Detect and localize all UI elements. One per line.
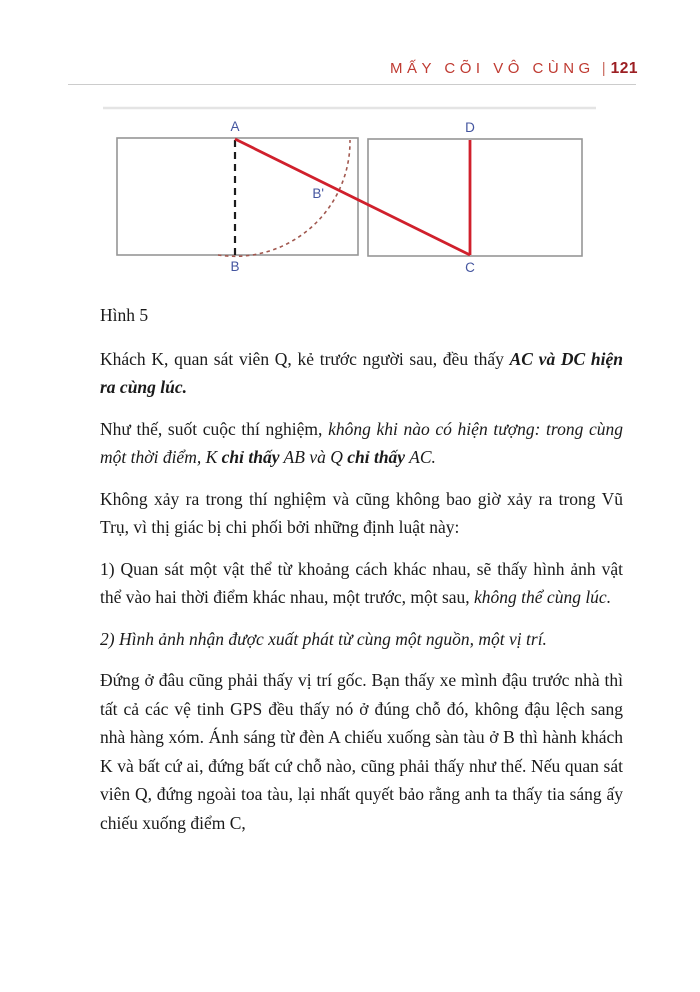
light-ray-AC [235,139,470,255]
text-column [100,301,623,837]
text-run: 1) Quan sát một vật thể từ khoảng cách khác nhau, sẽ thấy hình ảnh vật thể vào hai thời điểm khác nhau, một trước, một sau, [100,558,623,607]
page-number: 121 [610,60,638,77]
paragraph-2 [100,415,623,472]
text-run-italic: AC. [405,447,436,467]
light-ray-diagram [100,100,612,292]
paragraph-4-law-1 [100,555,623,612]
paragraph-3 [100,485,623,542]
train-car-right-box [368,139,582,256]
running-title: MẤY CÕI VÔ CÙNG [389,60,595,77]
text-run-italic: AB và Q [279,447,348,467]
text-run-bold-italic: chỉ thấy [347,447,406,467]
arc-B-trajectory [218,140,350,256]
header-rule [68,84,636,85]
figure-caption: Hình 5 [100,305,149,325]
paragraph-1 [100,345,623,402]
text-run: Không xảy ra trong thí nghiệm và cũng không bao giờ xảy ra trong Vũ Trụ, vì thị giác bị chi phối bởi những định luật này: [100,488,623,537]
label-B: B [230,259,240,274]
text-run-italic: không thể cùng lúc. [474,587,612,607]
figure-5-diagram [100,100,612,292]
label-C: C [465,260,475,275]
header-separator: | [601,60,606,77]
page-header [68,60,638,78]
text-run: Khách K, quan sát viên Q, kẻ trước người sau, đều thấy [100,348,510,369]
paragraph-6 [100,666,623,837]
text-run: Như thế, suốt cuộc thí nghiệm, [100,418,329,439]
text-run-bold-italic: AC và DC hiện ra cùng lúc. [100,348,623,397]
text-run-bold-italic: chỉ thấy [221,447,280,467]
label-A: A [230,119,240,134]
label-B-prime: B' [312,186,324,201]
label-D: D [465,120,475,135]
paragraph-5-law-2 [100,625,623,654]
text-run-italic: 2) Hình ảnh nhận được xuất phát từ cùng một nguồn, một vị trí. [100,628,547,649]
text-run-italic: không khi nào có hiện tượng: trong cùng một thời điểm, K [100,418,623,467]
text-run: Đứng ở đâu cũng phải thấy vị trí gốc. Bạn thấy xe mình đậu trước nhà thì tất cả các vệ tinh GPS đều thấy nó ở đúng chỗ đó, không đậu lệch sang nhà hàng xóm. Ánh sáng từ đèn A chiếu xuống sàn tàu ở B thì hành khách K và bất cứ ai, đứng bất cứ chỗ nào, cũng phải thấy như thế. Nếu quan sát viên Q, đứng ngoài toa tàu, lại nhất quyết bảo rằng anh ta thấy tia sáng ấy chiếu xuống điểm C, [100,670,623,833]
